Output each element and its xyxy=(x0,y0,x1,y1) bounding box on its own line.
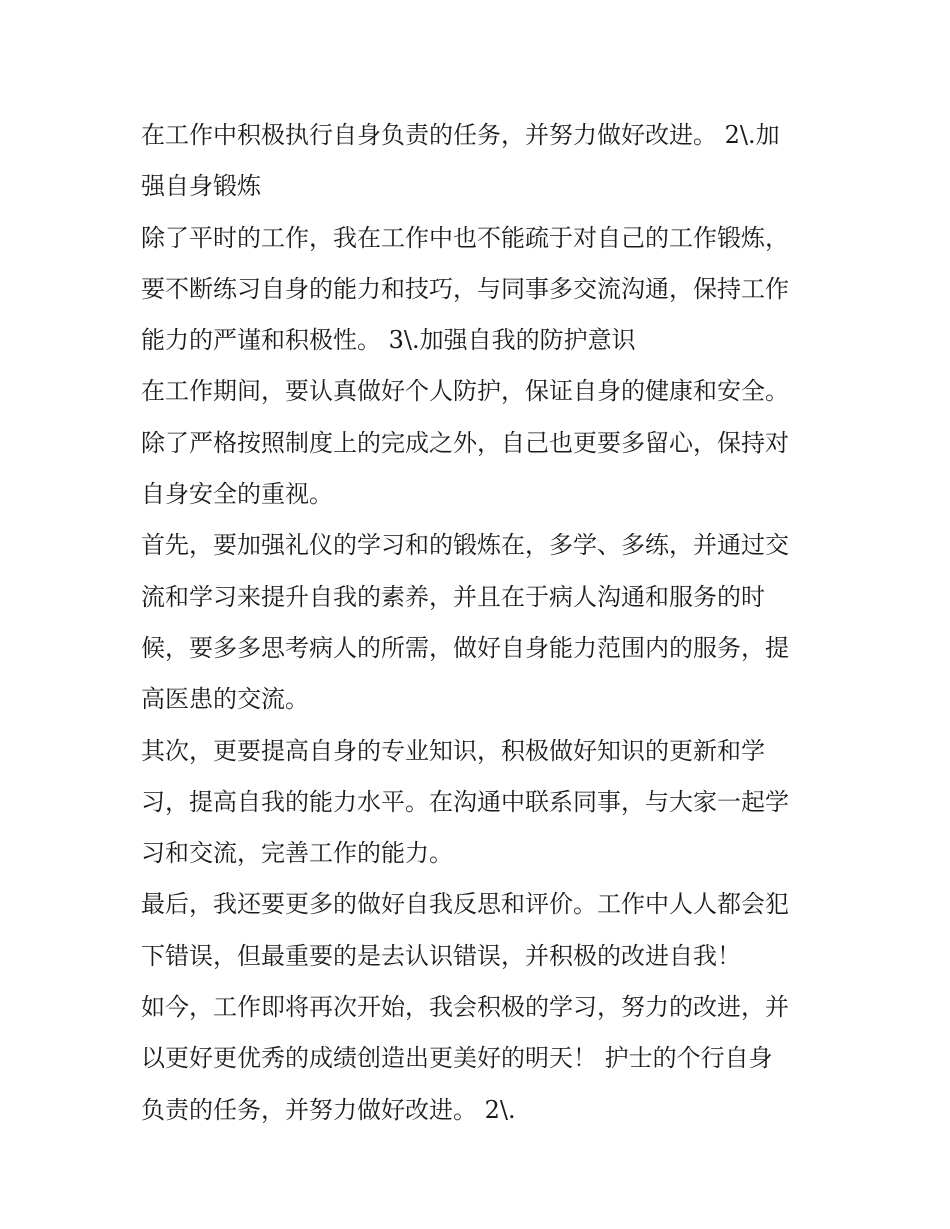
text-line: 最后，我还要更多的做好自我反思和评价。工作中人人都会犯 xyxy=(141,890,789,919)
text-line: 自身安全的重视。 xyxy=(141,480,333,509)
text-line: 习，提高自我的能力水平。在沟通中联系同事，与大家一起学 xyxy=(141,787,789,816)
text-line: 如今，工作即将再次开始，我会积极的学习，努力的改进，并 xyxy=(141,993,789,1022)
text-line: 以更好更优秀的成绩创造出更美好的明天！ 护士的个行自身 xyxy=(141,1044,773,1073)
text-line: 其次，更要提高自身的专业知识，积极做好知识的更新和学 xyxy=(141,736,765,765)
text-line: 强自身锻炼 xyxy=(141,172,261,201)
text-line: 要不断练习自身的能力和技巧，与同事多交流沟通，保持工作 xyxy=(141,274,789,303)
text-line: 候，要多多思考病人的所需，做好自身能力范围内的服务，提 xyxy=(141,633,789,662)
text-line: 在工作中积极执行自身负责的任务，并努力做好改进。 2\.加 xyxy=(141,121,780,149)
text-line: 流和学习来提升自我的素养，并且在于病人沟通和服务的时 xyxy=(141,582,765,611)
text-line: 除了平时的工作，我在工作中也不能疏于对自己的工作锻炼， xyxy=(141,223,789,252)
text-line: 首先，要加强礼仪的学习和的锻炼在，多学、多练，并通过交 xyxy=(141,531,789,560)
text-line: 除了严格按照制度上的完成之外，自己也更要多留心，保持对 xyxy=(141,428,789,457)
text-line: 下错误，但最重要的是去认识错误，并积极的改进自我！ xyxy=(141,941,741,970)
text-line: 习和交流，完善工作的能力。 xyxy=(141,839,453,868)
text-line: 能力的严谨和积极性。 3\.加强自我的防护意识 xyxy=(141,326,636,355)
text-line: 在工作期间，要认真做好个人防护，保证自身的健康和安全。 xyxy=(141,377,789,406)
document-body xyxy=(141,110,821,1136)
text-line: 负责的任务，并努力做好改进。 2\. xyxy=(141,1095,516,1124)
text-line: 高医患的交流。 xyxy=(141,685,309,714)
